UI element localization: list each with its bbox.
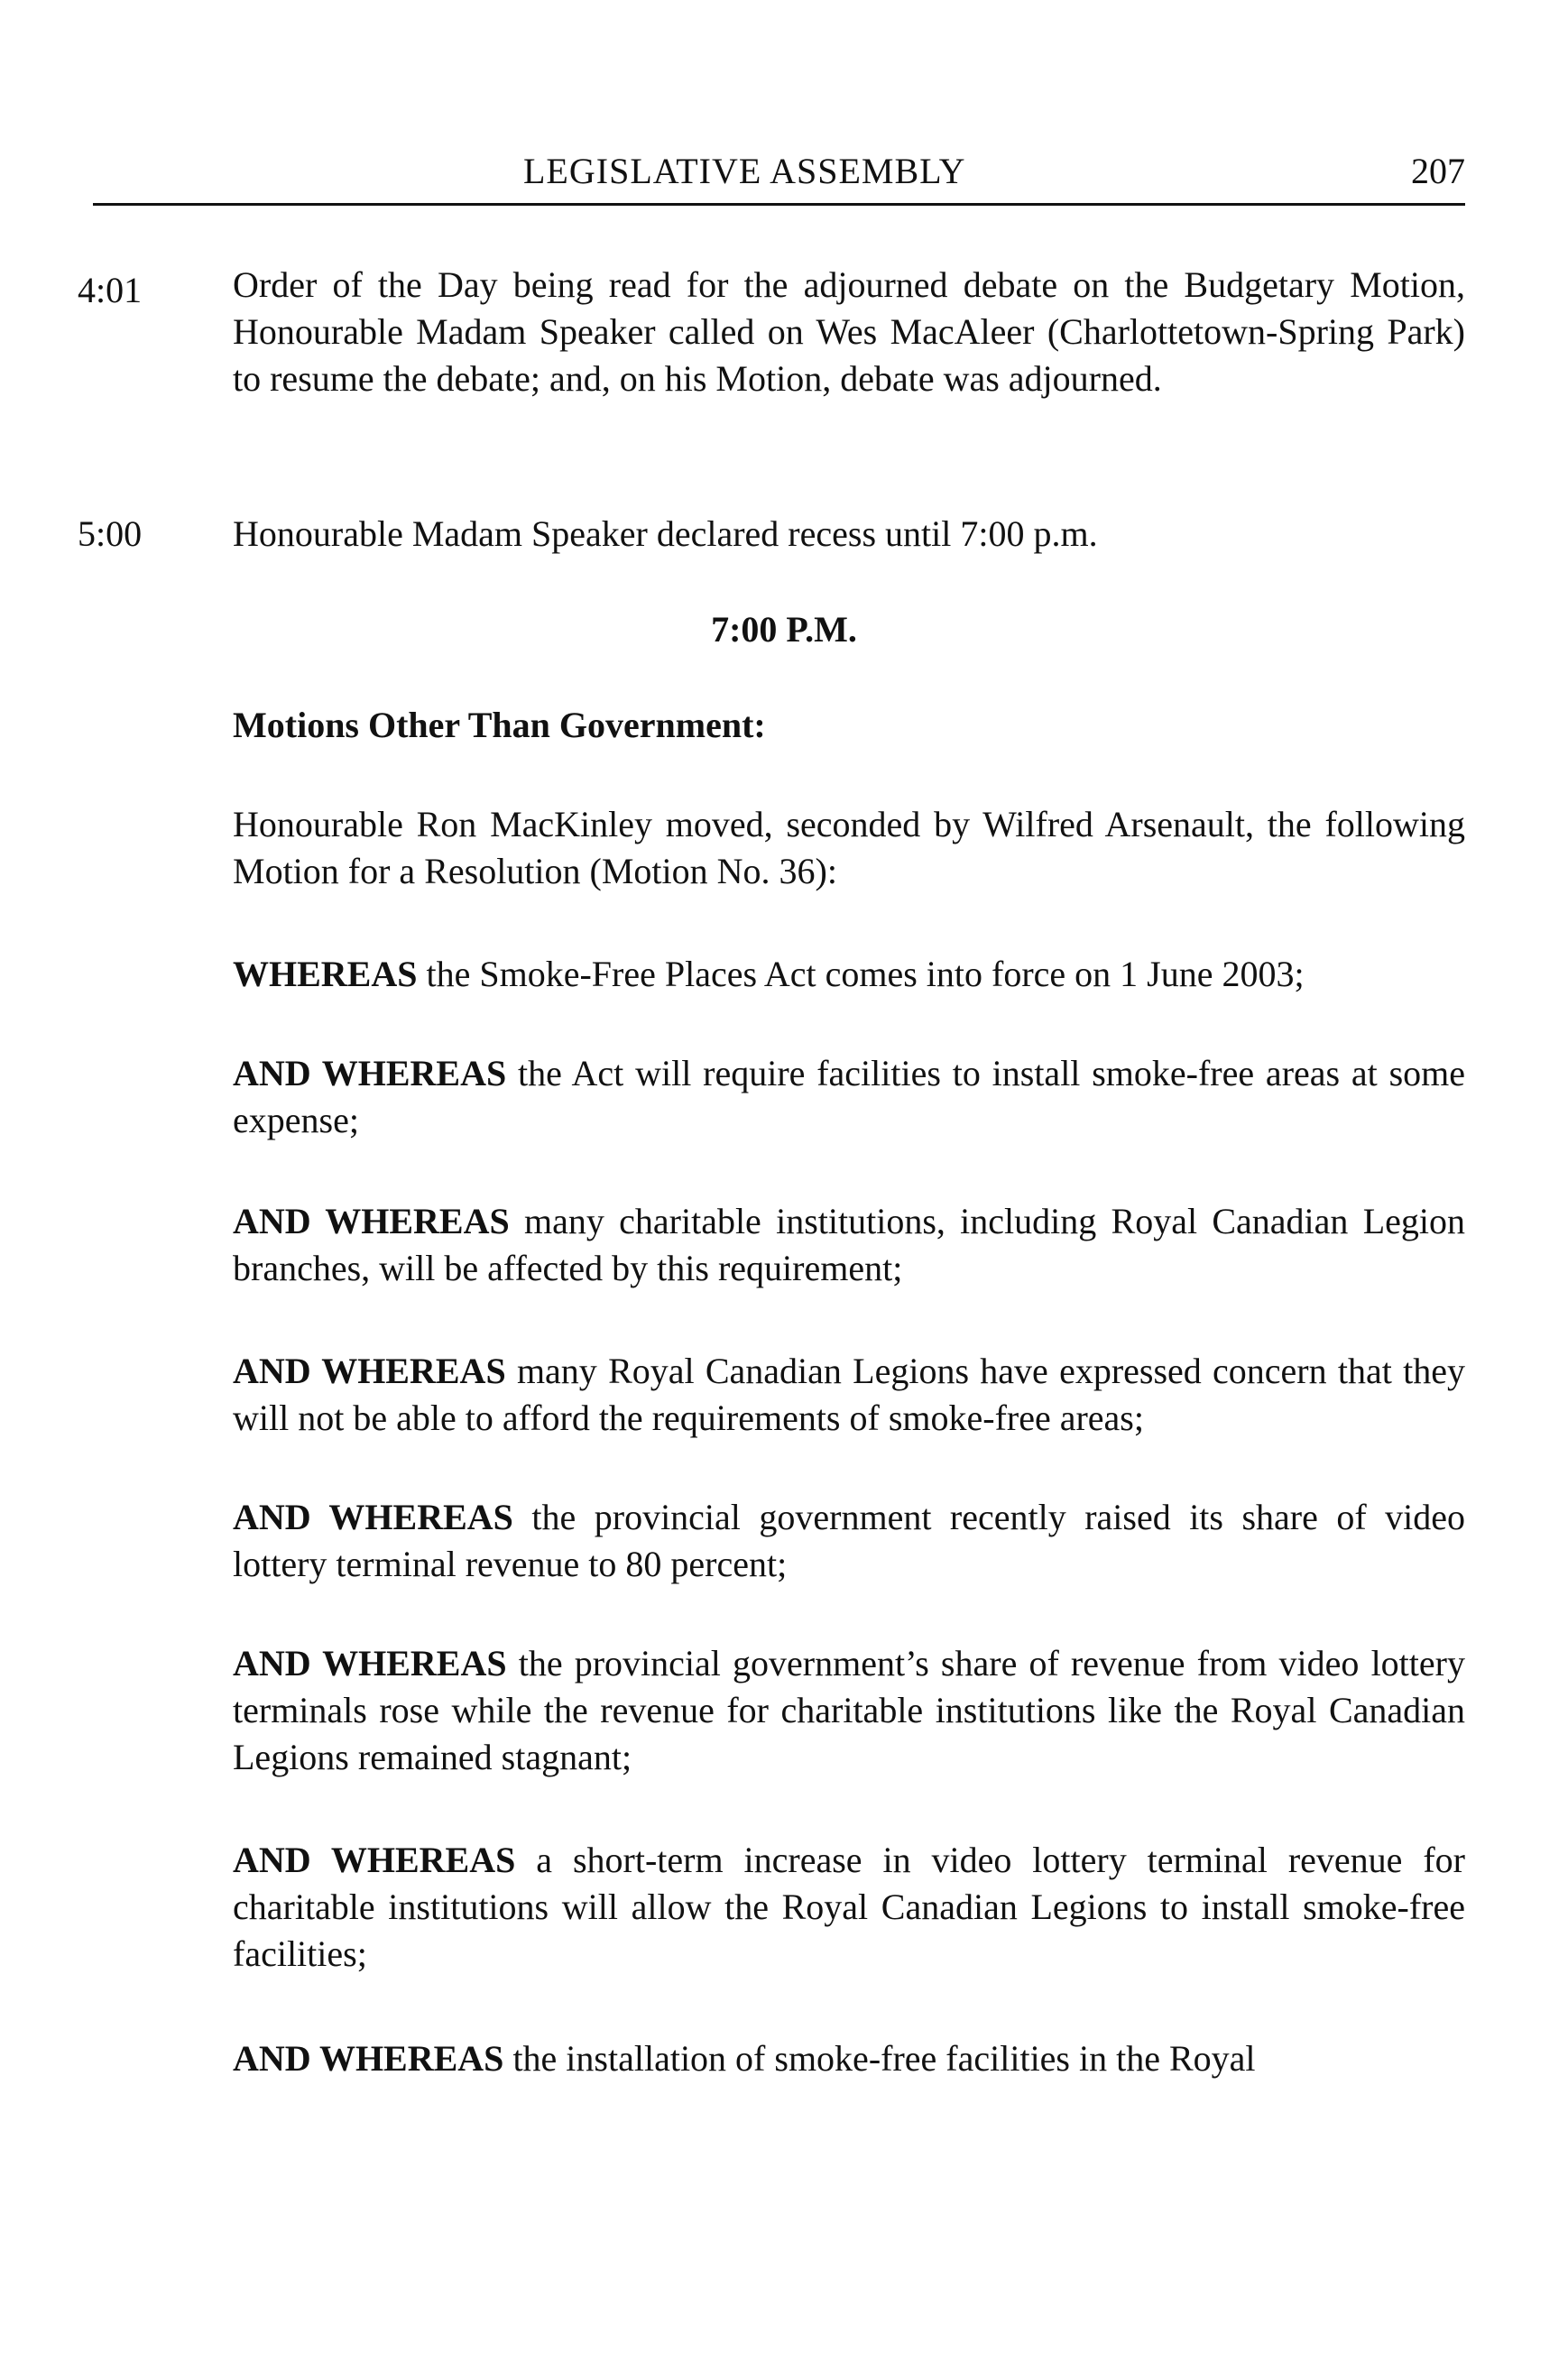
whereas-text: the provincial government recently raised its share of video lottery terminal revenue to 80 percent; bbox=[233, 1497, 1466, 1584]
whereas-keyword: AND WHEREAS bbox=[233, 1840, 516, 1880]
page-header bbox=[93, 149, 1465, 206]
whereas-clause bbox=[233, 1837, 1465, 1978]
whereas-keyword: AND WHEREAS bbox=[233, 1201, 510, 1241]
whereas-keyword: AND WHEREAS bbox=[233, 1053, 507, 1093]
whereas-keyword: AND WHEREAS bbox=[233, 1497, 513, 1537]
page-number: 207 bbox=[1411, 151, 1465, 191]
whereas-keyword: WHEREAS bbox=[233, 954, 418, 994]
header-title: LEGISLATIVE ASSEMBLY bbox=[523, 151, 966, 191]
entry-text: Honourable Madam Speaker declared recess until 7:00 p.m. bbox=[233, 513, 1098, 554]
whereas-text: many Royal Canadian Legions have expressed concern that they will not be able to afford the requirements of smoke-free areas; bbox=[233, 1351, 1465, 1438]
evening-heading: 7:00 P.M. bbox=[711, 609, 857, 650]
whereas-keyword: AND WHEREAS bbox=[233, 1351, 506, 1391]
whereas-clause bbox=[233, 951, 1465, 998]
whereas-text: the Act will require facilities to install smoke-free areas at some expense; bbox=[233, 1053, 1465, 1140]
whereas-clause bbox=[233, 1494, 1465, 1588]
whereas-text: the Smoke-Free Places Act comes into force on 1 June 2003; bbox=[417, 954, 1305, 994]
whereas-clause bbox=[233, 1640, 1465, 1781]
whereas-keyword: AND WHEREAS bbox=[233, 1643, 507, 1684]
entry-time: 5:00 bbox=[78, 513, 143, 554]
whereas-text: the installation of smoke-free facilities in the Royal bbox=[503, 2038, 1256, 2079]
entry-time: 4:01 bbox=[78, 270, 143, 310]
whereas-clause bbox=[233, 1198, 1465, 1292]
whereas-text: the provincial government’s share of revenue from video lottery terminals rose while the revenue for charitable institutions like the Royal Canadian Legions remained stagnant; bbox=[233, 1643, 1465, 1777]
entry-text: Order of the Day being read for the adjourned debate on the Budgetary Motion, Honourable Madam Speaker called on Wes MacAleer (Charlottetown-Spring Park) to resume the debate; and, on his Motion, debate was adjourned. bbox=[233, 264, 1465, 399]
whereas-clause bbox=[233, 1348, 1465, 1442]
whereas-clause bbox=[233, 1050, 1465, 1144]
whereas-text: a short-term increase in video lottery terminal revenue for charitable institutions will allow the Royal Canadian Legions to install smoke-free facilities; bbox=[233, 1840, 1465, 1974]
whereas-text: many charitable institutions, including Royal Canadian Legion branches, will be affected by this requirement; bbox=[233, 1201, 1465, 1288]
section-heading: Motions Other Than Government: bbox=[233, 705, 766, 745]
motion-intro: Honourable Ron MacKinley moved, seconded by Wilfred Arsenault, the following Motion for a Resolution (Motion No. 36): bbox=[233, 804, 1465, 891]
whereas-keyword: AND WHEREAS bbox=[233, 2038, 504, 2079]
whereas-clause bbox=[233, 2035, 1465, 2082]
